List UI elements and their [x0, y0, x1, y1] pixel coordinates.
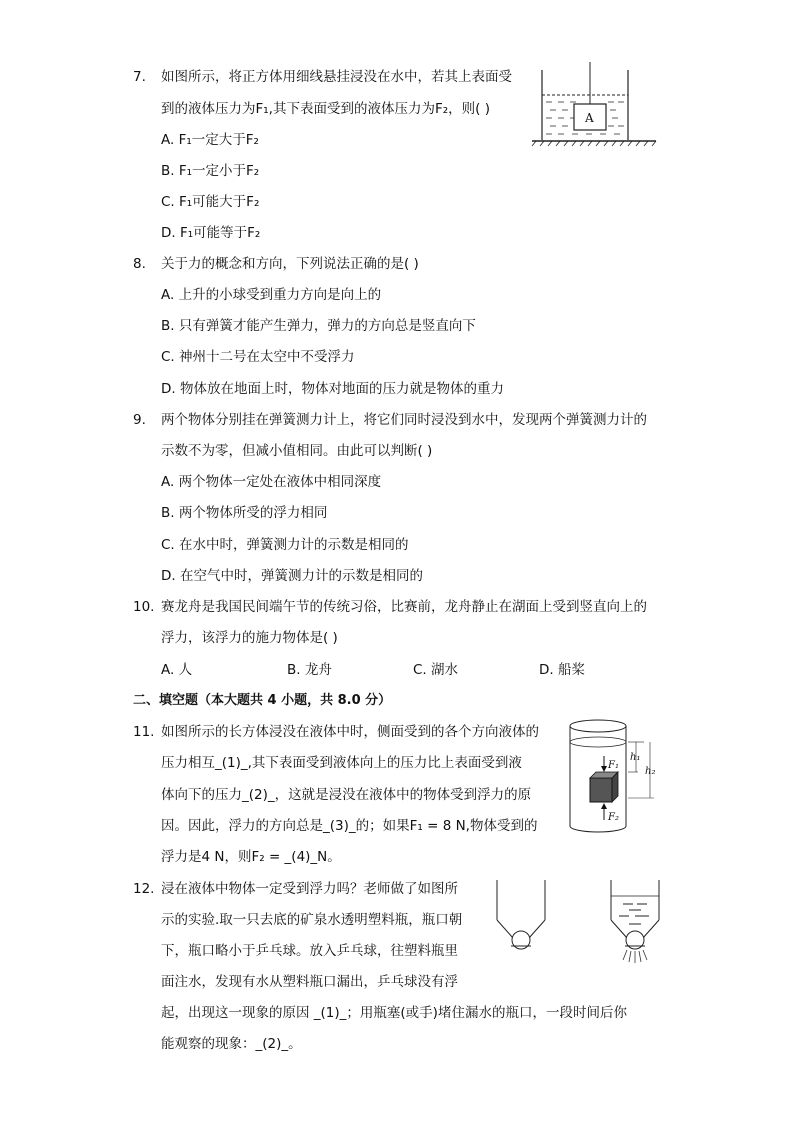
section-2-heading: 二、填空题（本大题共 4 小题，共 8.0 分）	[133, 693, 392, 708]
question-8-line-1: 关于力的概念和方向，下列说法正确的是( )	[161, 256, 419, 272]
question-7-option-b: B. F₁一定小于F₂	[161, 163, 260, 179]
h1-label: h₁	[630, 752, 641, 763]
question-12-figure-empty-bottle	[493, 876, 549, 956]
question-11-line-1: 如图所示的长方体浸没在液体中时，侧面受到的各个方向液体的	[161, 724, 539, 740]
question-8-option-c: C. 神州十二号在太空中不受浮力	[161, 349, 355, 365]
question-9-number: 9.	[133, 412, 146, 428]
question-8-number: 8.	[133, 256, 146, 272]
question-11-line-3: 体向下的压力_(2)_，这就是浸没在液体中的物体受到浮力的原	[161, 787, 532, 803]
question-9-option-a: A. 两个物体一定处在液体中相同深度	[161, 474, 382, 490]
question-12-figure-water-bottle	[605, 876, 665, 968]
question-8-option-d: D. 物体放在地面上时，物体对地面的压力就是物体的重力	[161, 381, 504, 397]
question-8-option-b: B. 只有弹簧才能产生弹力，弹力的方向总是竖直向下	[161, 318, 476, 334]
cube-label: A	[585, 111, 594, 125]
question-10-line-1: 赛龙舟是我国民间端午节的传统习俗，比赛前，龙舟静止在湖面上受到竖直向上的	[161, 599, 647, 615]
question-7-option-d: D. F₁可能等于F₂	[161, 225, 261, 241]
question-7-line-1: 如图所示，将正方体用细线悬挂浸没在水中，若其上表面受	[161, 69, 512, 85]
question-7-option-a: A. F₁一定大于F₂	[161, 132, 259, 148]
f2-label: F₂	[608, 812, 619, 823]
question-10-option-d: D. 船桨	[539, 662, 585, 678]
question-7-figure	[528, 62, 658, 152]
question-12-line-6: 能观察的现象：_(2)_。	[161, 1036, 302, 1052]
question-7-line-2: 到的液体压力为F₁,其下表面受到的液体压力为F₂，则( )	[161, 101, 490, 117]
question-10-option-b: B. 龙舟	[287, 662, 332, 678]
question-10-number: 10.	[133, 599, 155, 615]
question-11-number: 11.	[133, 724, 155, 740]
f1-label: F₁	[608, 760, 619, 771]
question-9-option-b: B. 两个物体所受的浮力相同	[161, 505, 328, 521]
question-9-option-c: C. 在水中时，弹簧测力计的示数是相同的	[161, 537, 409, 553]
question-11-line-4: 因。因此，浮力的方向总是_(3)_的；如果F₁ = 8 N,物体受到的	[161, 818, 538, 834]
question-10-option-a: A. 人	[161, 662, 193, 678]
question-11-line-2: 压力相互_(1)_,其下表面受到液体向上的压力比上表面受到液	[161, 755, 522, 771]
question-11-figure	[566, 716, 666, 836]
question-9-line-2: 示数不为零，但减小值相同。由此可以判断( )	[161, 443, 433, 459]
question-7-option-c: C. F₁可能大于F₂	[161, 194, 260, 210]
question-9-option-d: D. 在空气中时，弹簧测力计的示数是相同的	[161, 568, 423, 584]
question-9-line-1: 两个物体分别挂在弹簧测力计上，将它们同时浸没到水中，发现两个弹簧测力计的	[161, 412, 647, 428]
question-12-line-5: 起，出现这一现象的原因 _(1)_；用瓶塞(或手)堵住漏水的瓶口，一段时间后你	[161, 1005, 627, 1021]
question-12-line-2: 示的实验.取一只去底的矿泉水透明塑料瓶，瓶口朝	[161, 912, 463, 928]
question-10-line-2: 浮力，该浮力的施力物体是( )	[161, 630, 338, 646]
question-12-line-3: 下，瓶口略小于乒乓球。放入乒乓球，往塑料瓶里	[161, 943, 458, 959]
h2-label: h₂	[645, 766, 656, 777]
question-8-option-a: A. 上升的小球受到重力方向是向上的	[161, 287, 382, 303]
question-12-line-1: 浸在液体中物体一定受到浮力吗？老师做了如图所	[161, 881, 458, 897]
question-12-line-4: 面注水，发现有水从塑料瓶口漏出，乒乓球没有浮	[161, 974, 458, 990]
question-10-option-c: C. 湖水	[413, 662, 459, 678]
question-7-number: 7.	[133, 69, 146, 85]
question-12-number: 12.	[133, 881, 155, 897]
question-11-line-5: 浮力是4 N，则F₂ = _(4)_N。	[161, 849, 341, 865]
